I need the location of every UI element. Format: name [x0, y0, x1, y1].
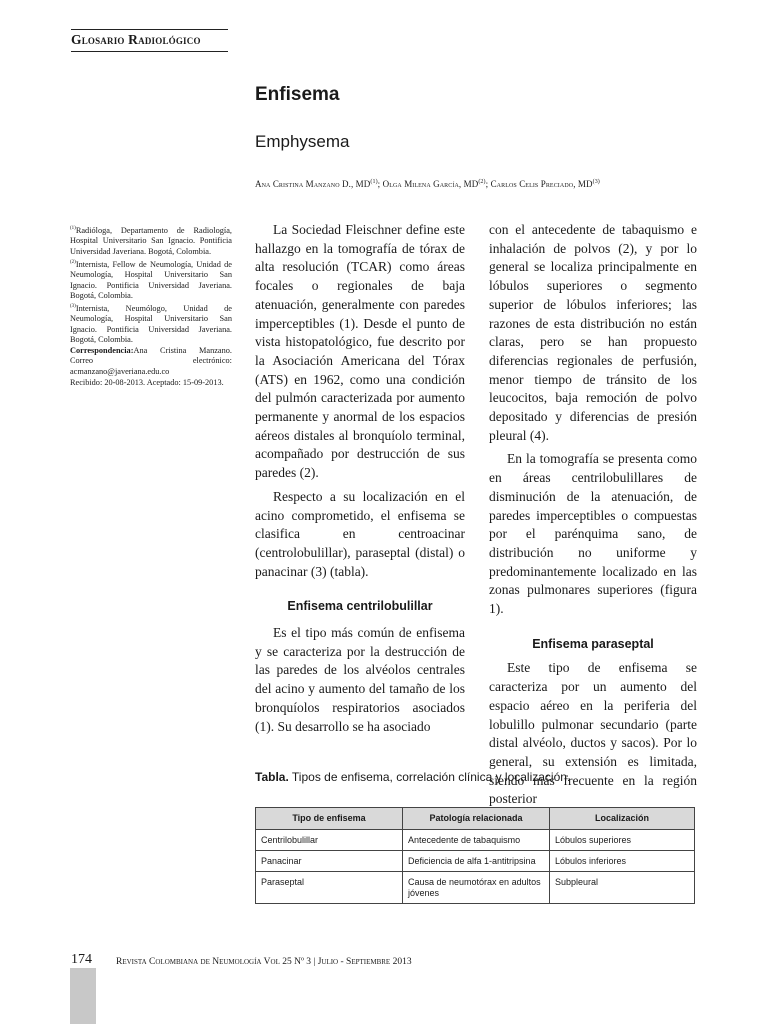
column-header: Patología relacionada	[403, 808, 550, 830]
table-row	[256, 872, 695, 904]
column-header: Tipo de enfisema	[256, 808, 403, 830]
affiliation-1: Radióloga, Departamento de Radiología, Hospital Universitario San Ignacio. Pontificia Universidad Javeriana. Bogotá, Colombia.	[70, 225, 232, 256]
paragraph: En la tomografía se presenta como en áreas centrilobulillares de disminución de la atenuación, de paredes imperceptibles o compuestas por el parénquima sano, de distribución no uniforme y predominantemente localizado en las zonas pulmonares superiores (figura 1).	[489, 451, 697, 617]
page-margin-bar	[70, 968, 96, 1024]
paragraph: Es el tipo más común de enfisema y se caracteriza por la destrucción de las paredes de los alvéolos centrales del acino y aumento del tamaño de los bronquíolos respiratorios asociados (1). Su desarrollo se ha asociado	[255, 625, 465, 734]
caption-text: Tipos de enfisema, correlación clínica y localización.	[291, 770, 571, 784]
table-row	[256, 851, 695, 872]
affil-ref: (1)	[70, 226, 76, 231]
article-title: Enfisema	[255, 84, 340, 105]
author-name: Carlos Celis Preciado, MD	[490, 179, 593, 189]
table-header-row	[256, 808, 695, 830]
section-label: Glosario Radiológico	[71, 29, 228, 52]
author-name: Ana Cristina Manzano D., MD	[255, 179, 371, 189]
affiliation-2: Internista, Fellow de Neumología, Unidad de Neumología, Hospital Universitario San Ignacio. Pontificia Universidad Javeriana. Bogotá, Colombia.	[70, 259, 232, 301]
body-column-left	[255, 221, 465, 736]
author-name: Olga Milena García, MD	[382, 179, 479, 189]
table-caption	[255, 770, 570, 784]
table-cell: Lóbulos superiores	[550, 830, 695, 851]
body-column-right	[489, 221, 697, 809]
table-row	[256, 830, 695, 851]
table-cell: Panacinar	[256, 851, 403, 872]
subheading-paraseptal: Enfisema paraseptal	[532, 636, 654, 651]
journal-footer: Revista Colombiana de Neumología Vol 25 Nº 3 | Julio - Septiembre 2013	[116, 957, 412, 967]
paragraph: Respecto a su localización en el acino comprometido, el enfisema se clasifica en centroacinar (centrolobulillar), paraseptal (distal) o panacinar (3) (tabla).	[255, 488, 465, 579]
table-cell: Causa de neumotórax en adultos jóvenes	[403, 872, 550, 904]
affiliations	[70, 224, 232, 388]
table-cell: Centrilobulillar	[256, 830, 403, 851]
paragraph: La Sociedad Fleischner define este hallazgo en la tomografía de tórax de alta resolución (TCAR) como áreas focales o regionales de baja atenuación, generalmente con paredes imperceptibles (1). Desde el punto de vista histopatológico, fue descrito por la Asociación Americana del Tórax (ATS) en 1962, como una condición del pulmón caracterizada por aumento permanente y anormal de los espacios aéreos distales al bronquíolo terminal, acompañado por destrucción de sus paredes (2).	[255, 222, 465, 481]
correspondence-label: Correspondencia:	[70, 345, 134, 355]
emphysema-table	[255, 807, 695, 904]
column-header: Localización	[550, 808, 695, 830]
table-cell: Paraseptal	[256, 872, 403, 904]
subheading-centrilobulillar: Enfisema centrilobulillar	[287, 599, 433, 614]
article-subtitle: Emphysema	[255, 132, 350, 151]
affil-ref: (3)	[70, 303, 76, 309]
author-ref: (1)	[370, 179, 378, 185]
paragraph: Este tipo de enfisema se caracteriza por un aumento del espacio aéreo en la periferia del lobulillo pulmonar secundario (parte distal alvéolo, ductos y sacos). Por lo general, su extensión es limitada, siendo más frecuente en la región posterior	[489, 660, 697, 807]
caption-label: Tabla.	[255, 770, 289, 784]
received-dates: Recibido: 20-08-2013. Aceptado: 15-09-2013.	[70, 377, 224, 387]
author-ref: (2)	[478, 179, 486, 185]
author-list: Ana Cristina Manzano D., MD$^{(1)}$; Olga Milena García, MD$^{(2)}$; Carlos Celis Preciado, MD$^{(3)}$	[255, 179, 600, 189]
page-number: 174	[71, 952, 92, 967]
author-ref: (3)	[592, 179, 600, 185]
table-cell: Deficiencia de alfa 1-antitripsina	[403, 851, 550, 872]
affiliation-3: Internista, Neumólogo, Unidad de Neumología, Hospital Universitario San Ignacio. Pontificia Universidad Javeriana. Bogotá, Colombia.	[70, 303, 232, 345]
paragraph: con el antecedente de tabaquismo e inhalación de polvos (2), y por lo general se localiza principalmente en lóbulos superiores o segmento superior de lóbulos inferiores; las razones de esta distribución no están claras, pero se han propuesto diferencias regionales de perfusión, menor tiempo de tránsito de los leucocitos, baja remoción de polvo depositado y diferencias de presión pleural (4).	[489, 222, 697, 443]
table-cell: Lóbulos inferiores	[550, 851, 695, 872]
correspondence-text: Ana Cristina Manzano. Correo electrónico: acmanzano@javeriana.edu.co	[70, 345, 232, 377]
table-cell: Subpleural	[550, 872, 695, 904]
table-cell: Antecedente de tabaquismo	[403, 830, 550, 851]
affil-ref: (2)	[70, 259, 76, 265]
